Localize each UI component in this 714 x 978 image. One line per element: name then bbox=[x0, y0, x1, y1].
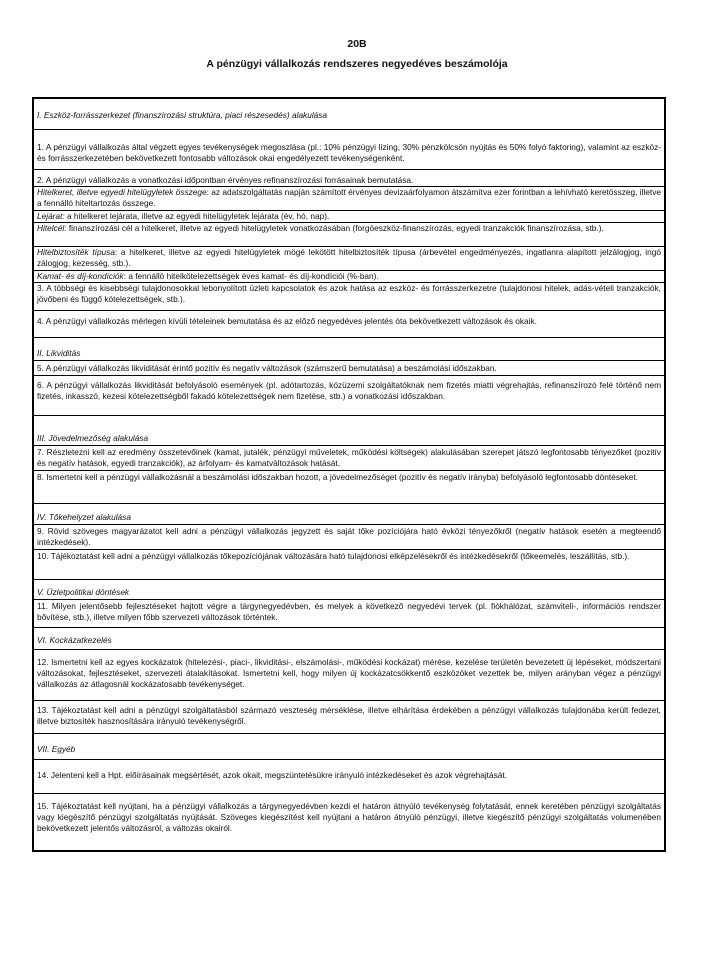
divider bbox=[34, 700, 664, 701]
section-heading-1: I. Eszköz-forrásszerkezet (finanszírozási struktúra, piaci részesedés) alakulása bbox=[37, 110, 328, 120]
definition-text: finanszírozási cél a hitelkeret, illetve az egyedi hitelügyletek vonatkozásában (forgóeszköz-finanszírozás, egyedi tranzakciók finanszírozása, stb.). bbox=[66, 223, 604, 233]
section-heading-6: VI. Kockázatkezelés bbox=[37, 635, 112, 645]
report-table bbox=[32, 97, 666, 852]
definition-term: Hitelcél: bbox=[37, 223, 67, 233]
divider bbox=[34, 599, 664, 600]
divider bbox=[34, 310, 664, 311]
divider bbox=[34, 649, 664, 650]
definition-text: : a fennálló hitelkötelezettségek éves kamat- és díj-kondíciói (%-ban). bbox=[123, 271, 379, 281]
item-11: 11. Milyen jelentősebb fejlesztéseket hajtott végre a tárgynegyedévben, és melyek a következő negyedévi tervek (pl. fiókhálózat, számviteli-, információs rendszer bővítése, stb.), illetve milyen főbb szervezeti változások történtek. bbox=[37, 601, 661, 622]
divider bbox=[34, 337, 664, 338]
definition-loan-purpose bbox=[34, 223, 664, 234]
item-15: 15. Tájékoztatást kell nyújtani, ha a pénzügyi vállalkozás a tárgynegyedévben kezdi el határon átnyúló tevékenység folytatását, ennek keretében pénzügyi szolgáltatás vagy kiegészítő pénzügyi szolgáltatás nyújtását. Szöveges kiegészítést kell nyújtani a határon átnyúló pénzügyi, illetve kiegészítő pénzügyi szolgáltatás volumenében bekövetkezett jelentős változásról, a változás okairól. bbox=[37, 801, 661, 833]
document-title: A pénzügyi vállalkozás rendszeres negyedéves beszámolója bbox=[206, 58, 508, 70]
section-heading-4: IV. Tőkehelyzet alakulása bbox=[37, 512, 131, 522]
item-4: 4. A pénzügyi vállalkozás mérlegen kívüli tételeinek bemutatása és az előző negyedéves jelentés óta bekövetkezett változások és okaik. bbox=[37, 316, 537, 326]
item-12: 12. Ismertetni kell az egyes kockázatok (hitelezési-, piaci-, likviditási-, elszámolási-, működési kockázat) mérése, kezelése területén bevezetett új lépéseket, módszertani változásokat, fejlesztéseket, szervezeti átalakításokat. Ismertetni kell, hogy milyen új kockázatcsökkentő eszközöket vezettek be, milyen arányban végez a pénzügyi vállalkozás az átlagosnál kockázatosabb tevékenységet. bbox=[37, 657, 661, 689]
divider bbox=[34, 793, 664, 794]
divider bbox=[34, 503, 664, 504]
section-heading-7: VII. Egyéb bbox=[37, 744, 76, 754]
item-7: 7. Részletezni kell az eredmény összetevőinek (kamat, jutalék, pénzügyi műveletek, működési költségek) alakulásában szerepet játszó legfontosabb tényezőket (pozitív és negatív hatások, egyedi tranzakciók), az árfolyam- és kamatváltozások hatását. bbox=[37, 447, 661, 468]
divider bbox=[34, 733, 664, 734]
section-heading-2: II. Likviditás bbox=[37, 348, 81, 358]
definition-text: : az adatszolgáltatás napján számított érvényes devizaárfolyamon átszámítva ezer forintban a lehívható keretösszeg, illetve a fennálló hiteltartozás összege. bbox=[37, 187, 662, 208]
divider bbox=[34, 759, 664, 760]
divider bbox=[34, 169, 664, 170]
definition-term: Hitelkeret, illetve egyedi hitelügyletek összege bbox=[37, 187, 207, 197]
divider bbox=[34, 470, 664, 471]
definition-term: Hitelbiztosíték típusa bbox=[37, 247, 115, 257]
item-10: 10. Tájékoztatást kell adni a pénzügyi vállalkozás tőkepozíciójának változására ható tulajdonosi elképzelésekről és intézkedésekről (tőkeemelés, leszállítás, stb.). bbox=[37, 551, 630, 561]
definition-term: Lejárat: bbox=[37, 211, 65, 221]
definition-credit-line bbox=[34, 187, 664, 209]
item-1: 1. A pénzügyi vállalkozás által végzett egyes tevékenységek megoszlása (pl.: 10% pénzügyi lízing, 30% pénzkölcsön nyújtás és 50% folyó faktoring), valamint az eszköz- és forrásszerkezetében bekövetkezett fontosabb változások okai engedélyezett tevékenységenként. bbox=[37, 142, 661, 163]
item-6: 6. A pénzügyi vállalkozás likviditását befolyásoló események (pl. adótartozás, közüzemi szolgáltatóknak nem fizetés miatti végrehajtás, refinanszírozó felé történő nem fizetés, inkasszó, kezesi kötelezettségből fakadó kötelezettségek nem fizetése, stb.) a vonatkozási időszakban. bbox=[37, 380, 661, 401]
item-13: 13. Tájékoztatást kell adni a pénzügyi szolgáltatásból származó veszteség mérséklése, illetve elhárítása érdekében a pénzügyi vállalkozás tulajdonába került fedezet, illetve biztosíték hasznosítására irányuló tevékenységről. bbox=[37, 705, 661, 726]
divider bbox=[34, 360, 664, 361]
divider bbox=[34, 524, 664, 525]
section-heading-3: III. Jövedelmezőség alakulása bbox=[37, 433, 149, 443]
divider bbox=[34, 129, 664, 130]
divider bbox=[34, 375, 664, 376]
item-2: 2. A pénzügyi vállalkozás a vonatkozási időpontban érvényes refinanszírozási forrásainak bemutatása. bbox=[37, 175, 414, 185]
definition-term: Kamat- és díj-kondíciók bbox=[37, 271, 124, 281]
definition-collateral-type bbox=[34, 247, 664, 269]
divider bbox=[34, 627, 664, 628]
definition-text: a hitelkeret lejárata, illetve az egyedi hitelügyletek lejárata (év, hó, nap). bbox=[64, 211, 330, 221]
divider bbox=[34, 445, 664, 446]
item-14: 14. Jelenteni kell a Hpt. előírásainak megsértését, azok okait, megszüntetésükre irányuló intézkedéseket és azok végrehajtását. bbox=[37, 770, 507, 780]
divider bbox=[34, 415, 664, 416]
divider bbox=[34, 579, 664, 580]
item-9: 9. Rövid szöveges magyarázatot kell adni a pénzügyi vállalkozás jegyzett és saját tőke pozíciójára ható évközi tényezőkről (negatív hatások esetén a megteendő intézkedések). bbox=[37, 526, 661, 547]
item-5: 5. A pénzügyi vállalkozás likviditását érintő pozitív és negatív változások (számszerű bemutatása) a beszámolási időszakban. bbox=[37, 363, 497, 373]
definition-interest-fees bbox=[34, 271, 664, 282]
definition-maturity bbox=[34, 211, 664, 222]
divider bbox=[34, 549, 664, 550]
section-heading-5: V. Üzletpolitikai döntések bbox=[37, 587, 130, 597]
definition-text: : a hitelkeret, illetve az egyedi hitelügyletek mögé lekötött hitelbiztosíték típusa (árbevétel engedményezés, ingatlanra alapított jelzálogjog, ingó zálogjog, kezesség, stb.). bbox=[37, 247, 661, 268]
document-code: 20B bbox=[347, 38, 367, 50]
item-8: 8. Ismertetni kell a pénzügyi vállalkozásnál a beszámolási időszakban hozott, a jövedelmezőséget (pozitív és negatív irányba) befolyásoló legfontosabb döntéseket. bbox=[37, 472, 638, 482]
item-3: 3. A többségi és kisebbségi tulajdonosokkal lebonyolított üzleti kapcsolatok és azok hatása az eszköz- és forrásszerkezetre (tulajdonosi hitelek, adás-vételi tranzakciók, jövőbeni és függő kötelezettségek, stb.). bbox=[37, 283, 661, 304]
